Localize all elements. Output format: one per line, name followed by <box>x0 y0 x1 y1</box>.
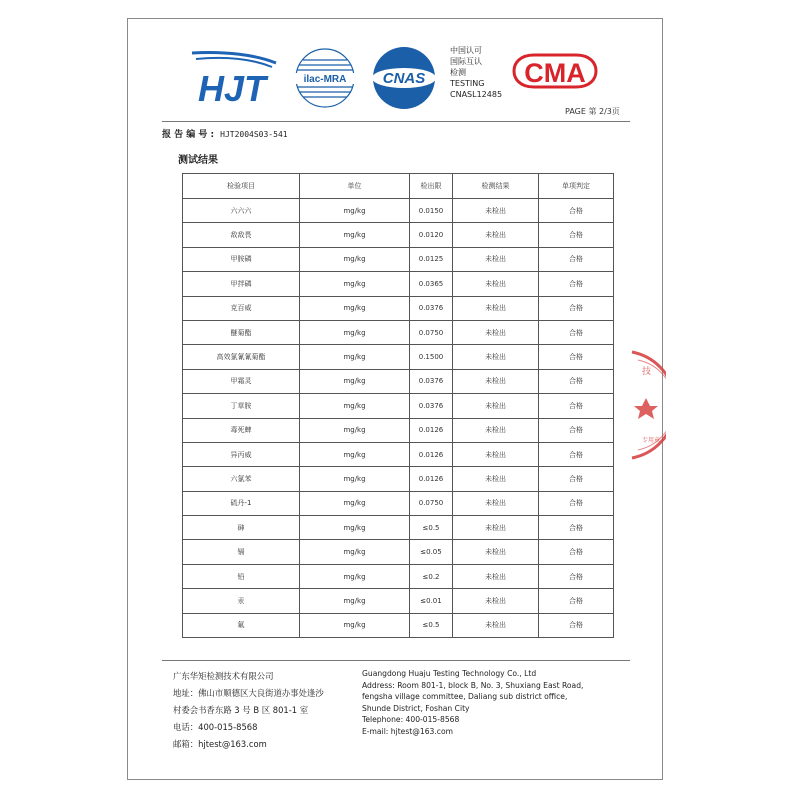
footer-cn-line: 地址：佛山市顺德区大良街道办事处逢沙 <box>173 688 324 698</box>
table-cell: 0.1500 <box>410 345 453 369</box>
table-cell: 丁草胺 <box>183 394 300 418</box>
table-cell: 0.0126 <box>410 418 453 442</box>
table-cell: 合格 <box>539 223 614 247</box>
results-body <box>183 199 614 638</box>
table-cell: 合格 <box>539 516 614 540</box>
table-cell: 合格 <box>539 564 614 588</box>
hjt-logo <box>186 49 278 111</box>
table-cell: 未检出 <box>453 418 539 442</box>
table-cell: 未检出 <box>453 564 539 588</box>
table-row <box>183 369 614 393</box>
table-cell: 合格 <box>539 613 614 637</box>
table-cell: mg/kg <box>300 369 410 393</box>
footer-en-line: Shunde District, Foshan City <box>362 703 470 713</box>
table-cell: 克百威 <box>183 296 300 320</box>
table-cell: 未检出 <box>453 345 539 369</box>
column-header: 单项判定 <box>539 174 614 199</box>
table-cell: 0.0126 <box>410 467 453 491</box>
table-row <box>183 540 614 564</box>
table-cell: 未检出 <box>453 516 539 540</box>
table-cell: 未检出 <box>453 394 539 418</box>
table-cell: ≤0.5 <box>410 516 453 540</box>
table-cell: mg/kg <box>300 540 410 564</box>
table-row <box>183 516 614 540</box>
table-row <box>183 247 614 271</box>
table-cell: ≤0.5 <box>410 613 453 637</box>
table-row <box>183 589 614 613</box>
cnas-line: 检测 <box>450 68 466 77</box>
table-cell: 0.0750 <box>410 320 453 344</box>
table-row <box>183 491 614 515</box>
table-header-row <box>183 174 614 199</box>
footer-en-line: Guangdong Huaju Testing Technology Co., Ltd <box>362 669 537 678</box>
footer-en-line: Telephone: 400-015-8568 <box>362 715 460 725</box>
table-cell: 未检出 <box>453 296 539 320</box>
cnas-logo <box>370 45 438 111</box>
table-cell: 未检出 <box>453 613 539 637</box>
table-cell: 未检出 <box>453 442 539 466</box>
cnas-line: TESTING <box>450 79 485 88</box>
table-row <box>183 394 614 418</box>
table-cell: ≤0.01 <box>410 589 453 613</box>
table-cell: 0.0376 <box>410 369 453 393</box>
cnas-logo-text: CNAS <box>382 70 426 87</box>
report-number-value: HJT2004S03-541 <box>220 130 288 139</box>
table-cell: 合格 <box>539 418 614 442</box>
table-cell: 合格 <box>539 442 614 466</box>
table-cell: mg/kg <box>300 613 410 637</box>
table-cell: 六六六 <box>183 199 300 223</box>
table-cell: mg/kg <box>300 223 410 247</box>
page-number: PAGE 第 2/3页 <box>565 107 620 116</box>
table-cell: 甲胺磷 <box>183 247 300 271</box>
table-cell: 未检出 <box>453 369 539 393</box>
svg-text:技: 技 <box>642 367 652 377</box>
table-cell: 硫丹-1 <box>183 491 300 515</box>
footer-company-en <box>362 668 622 738</box>
table-row <box>183 613 614 637</box>
table-cell: 合格 <box>539 296 614 320</box>
report-page <box>127 18 663 780</box>
footer-divider <box>162 660 630 661</box>
table-cell: 合格 <box>539 369 614 393</box>
table-cell: 未检出 <box>453 199 539 223</box>
table-cell: mg/kg <box>300 564 410 588</box>
table-cell: 0.0126 <box>410 442 453 466</box>
column-header: 检出限 <box>410 174 453 199</box>
ilac-logo-text: ilac-MRA <box>303 74 347 85</box>
table-cell: mg/kg <box>300 491 410 515</box>
report-number <box>162 127 288 140</box>
table-cell: 醚菊酯 <box>183 320 300 344</box>
cnas-line: 国际互认 <box>450 57 482 66</box>
table-row <box>183 467 614 491</box>
table-cell: 0.0750 <box>410 491 453 515</box>
table-cell: 汞 <box>183 589 300 613</box>
table-cell: 镉 <box>183 540 300 564</box>
footer-en-line: fengsha village committee, Daliang sub district office, <box>362 692 568 702</box>
table-cell: 0.0120 <box>410 223 453 247</box>
hjt-logo-text: HJT <box>197 68 267 109</box>
logo-bar <box>128 19 662 119</box>
table-cell: mg/kg <box>300 345 410 369</box>
cma-logo-text: CMA <box>524 58 586 88</box>
table-cell: 合格 <box>539 491 614 515</box>
table-cell: 合格 <box>539 540 614 564</box>
table-cell: 甲霜灵 <box>183 369 300 393</box>
table-cell: ≤0.2 <box>410 564 453 588</box>
table-row <box>183 320 614 344</box>
table-cell: 未检出 <box>453 540 539 564</box>
column-header: 检测结果 <box>453 174 539 199</box>
table-cell: 0.0125 <box>410 247 453 271</box>
table-cell: 合格 <box>539 247 614 271</box>
table-cell: mg/kg <box>300 442 410 466</box>
table-row <box>183 345 614 369</box>
table-cell: 未检出 <box>453 272 539 296</box>
table-cell: mg/kg <box>300 516 410 540</box>
table-cell: 氟 <box>183 613 300 637</box>
table-cell: 合格 <box>539 320 614 344</box>
ilac-mra-logo <box>293 46 357 110</box>
table-cell: 甲拌磷 <box>183 272 300 296</box>
footer-cn-line: 村委会书香东路 3 号 B 区 801-1 室 <box>173 705 309 715</box>
table-row <box>183 223 614 247</box>
table-cell: 未检出 <box>453 467 539 491</box>
table-cell: 未检出 <box>453 223 539 247</box>
table-cell: 未检出 <box>453 491 539 515</box>
svg-text:专用章: 专用章 <box>642 437 661 444</box>
table-row <box>183 272 614 296</box>
header-divider <box>162 121 630 122</box>
footer-company-cn <box>173 668 324 753</box>
footer-en-line: Address: Room 801-1, block B, No. 3, Shuxiang East Road, <box>362 680 584 690</box>
column-header: 单位 <box>300 174 410 199</box>
table-cell: 合格 <box>539 467 614 491</box>
table-cell: mg/kg <box>300 418 410 442</box>
footer-cn-line: 电话：400-015-8568 <box>173 722 258 732</box>
table-row <box>183 199 614 223</box>
table-cell: 六氯苯 <box>183 467 300 491</box>
seal-stamp <box>620 350 666 460</box>
cnas-line: CNASL12485 <box>450 90 503 99</box>
table-cell: 未检出 <box>453 589 539 613</box>
table-cell: 0.0365 <box>410 272 453 296</box>
table-cell: 敌敌畏 <box>183 223 300 247</box>
table-cell: 合格 <box>539 272 614 296</box>
table-cell: mg/kg <box>300 296 410 320</box>
table-row <box>183 564 614 588</box>
table-row <box>183 442 614 466</box>
cnas-line: 中国认可 <box>450 46 482 55</box>
table-cell: 铅 <box>183 564 300 588</box>
table-cell: 0.0150 <box>410 199 453 223</box>
table-cell: mg/kg <box>300 394 410 418</box>
table-cell: 砷 <box>183 516 300 540</box>
table-cell: 异丙威 <box>183 442 300 466</box>
table-cell: 0.0376 <box>410 394 453 418</box>
table-cell: mg/kg <box>300 589 410 613</box>
table-cell: 高效氯氰氰菊酯 <box>183 345 300 369</box>
table-cell: 合格 <box>539 199 614 223</box>
footer-cn-line: 广东华矩检测技术有限公司 <box>173 671 274 681</box>
results-table <box>182 173 614 638</box>
table-row <box>183 418 614 442</box>
table-cell: 合格 <box>539 394 614 418</box>
table-cell: mg/kg <box>300 272 410 296</box>
footer-cn-line: 邮箱：hjtest@163.com <box>173 739 267 749</box>
table-cell: mg/kg <box>300 467 410 491</box>
cnas-accreditation-text <box>450 45 502 100</box>
table-cell: 未检出 <box>453 320 539 344</box>
table-cell: mg/kg <box>300 320 410 344</box>
table-cell: 毒死蜱 <box>183 418 300 442</box>
table-cell: mg/kg <box>300 247 410 271</box>
table-row <box>183 296 614 320</box>
table-cell: 合格 <box>539 345 614 369</box>
report-number-label: 报 告 编 号 : <box>162 130 215 140</box>
footer-en-line: E-mail: hjtest@163.com <box>362 726 454 736</box>
column-header: 检验项目 <box>183 174 300 199</box>
table-cell: 合格 <box>539 589 614 613</box>
table-cell: ≤0.05 <box>410 540 453 564</box>
table-cell: mg/kg <box>300 199 410 223</box>
table-cell: 未检出 <box>453 247 539 271</box>
cma-logo <box>512 51 598 91</box>
section-title: 测试结果 <box>178 155 218 166</box>
table-cell: 0.0376 <box>410 296 453 320</box>
